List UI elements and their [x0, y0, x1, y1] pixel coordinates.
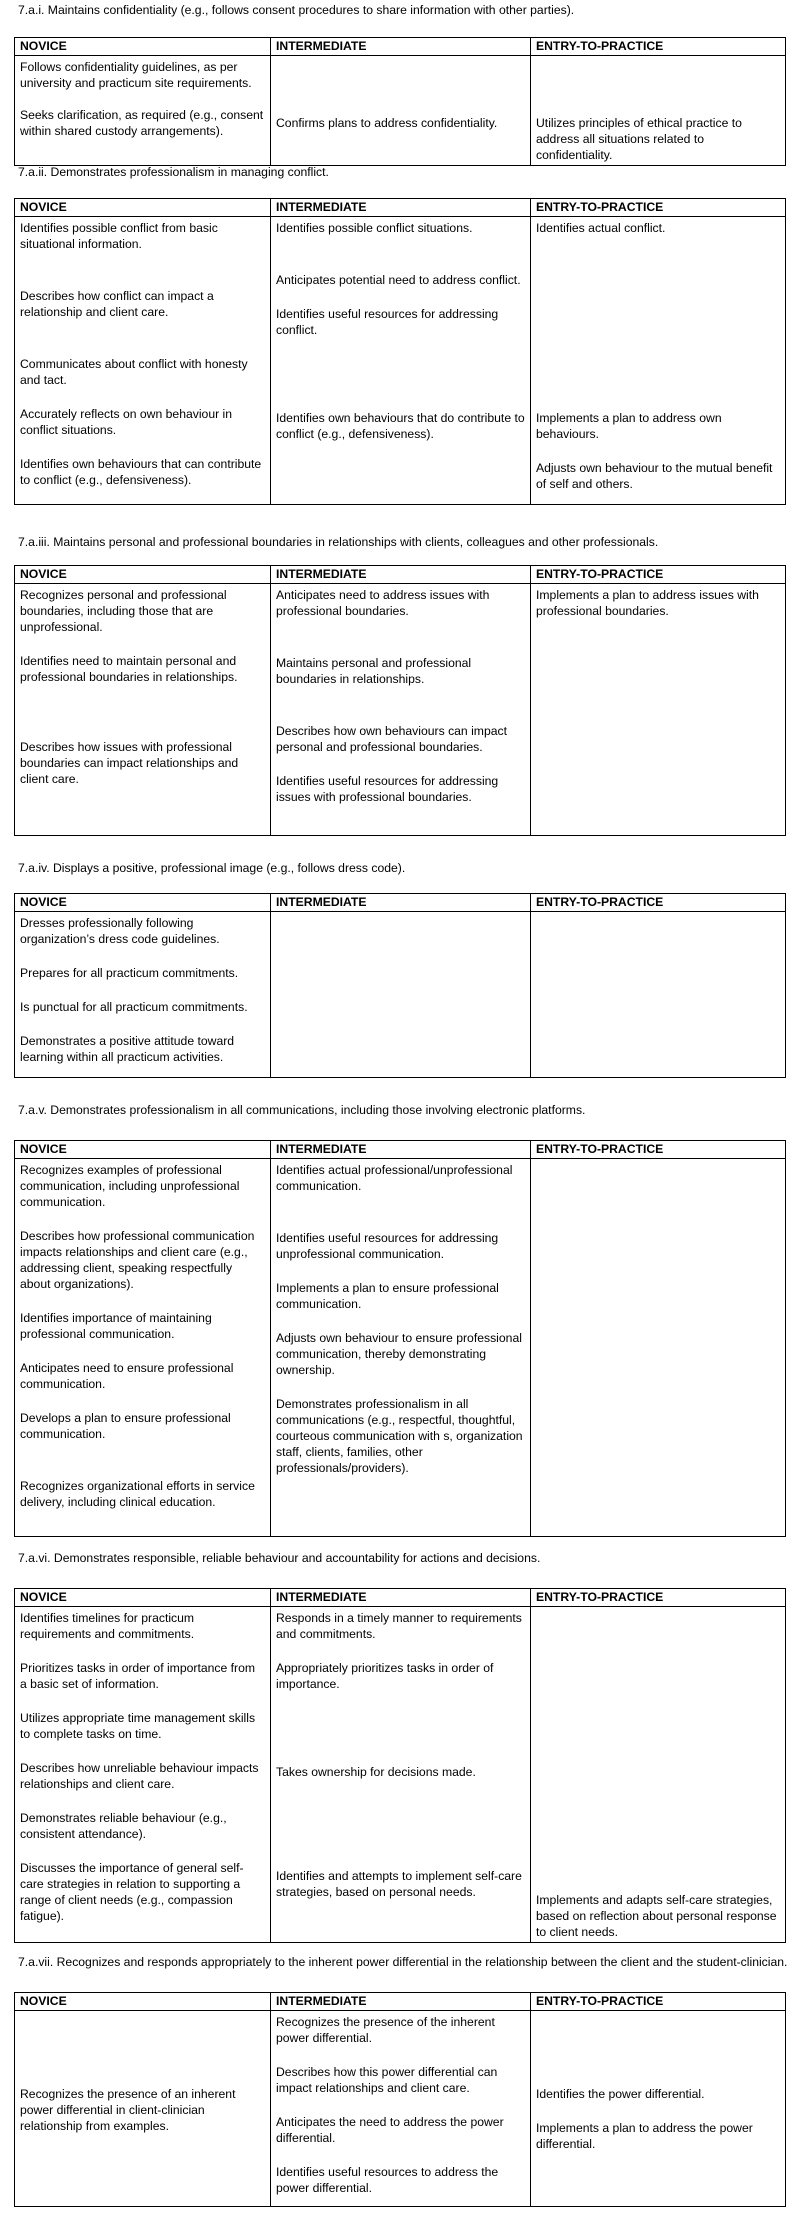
- table-header-row: [15, 199, 786, 217]
- list-item: Identifies own behaviours that do contribute to conflict (e.g., defensiveness).: [276, 411, 525, 441]
- list-item: Is punctual for all practicum commitments.: [20, 1000, 248, 1014]
- list-item: Identifies useful resources for addressing conflict.: [276, 307, 499, 337]
- list-item: Dresses professionally following organization’s dress code guidelines.: [20, 916, 220, 946]
- list-item: Identifies possible conflict from basic situational information.: [20, 221, 218, 251]
- list-item: Anticipates the need to address the power differential.: [276, 2115, 504, 2145]
- table-row: [15, 56, 786, 166]
- table-header-row: [15, 1141, 786, 1159]
- entry-cell: [531, 1159, 786, 1537]
- novice-cell: [15, 1607, 271, 1943]
- list-item: Anticipates need to address issues with professional boundaries.: [276, 588, 490, 618]
- column-header-intermediate: INTERMEDIATE: [271, 1589, 531, 1607]
- column-header-novice: NOVICE: [15, 199, 271, 217]
- table-row: [15, 217, 786, 505]
- column-header-intermediate: INTERMEDIATE: [271, 199, 531, 217]
- list-item: Identifies and attempts to implement self-care strategies, based on personal needs.: [276, 1869, 522, 1899]
- list-item: Describes how own behaviours can impact personal and professional boundaries.: [276, 724, 507, 754]
- list-item: Identifies the power differential.: [536, 2087, 705, 2101]
- list-item: Describes how conflict can impact a relationship and client care.: [20, 289, 214, 319]
- list-item: Anticipates potential need to address conflict.: [276, 273, 521, 287]
- column-header-intermediate: INTERMEDIATE: [271, 38, 531, 56]
- novice-cell: [15, 912, 271, 1078]
- column-header-entry: ENTRY-TO-PRACTICE: [531, 894, 786, 912]
- column-header-novice: NOVICE: [15, 566, 271, 584]
- table-row: [15, 584, 786, 836]
- entry-cell: [531, 1607, 786, 1943]
- column-header-entry: ENTRY-TO-PRACTICE: [531, 1589, 786, 1607]
- column-header-novice: NOVICE: [15, 1993, 271, 2011]
- table-header-row: [15, 566, 786, 584]
- section-heading-7ai: 7.a.i. Maintains confidentiality (e.g., follows consent procedures to share information with other parties).: [18, 3, 575, 17]
- entry-cell: [531, 584, 786, 836]
- list-item: Recognizes examples of professional communication, including unprofessional communication.: [20, 1163, 240, 1209]
- list-item: Implements a plan to address the power differential.: [536, 2121, 753, 2151]
- list-item: Identifies possible conflict situations.: [276, 221, 473, 235]
- list-item: Seeks clarification, as required (e.g., consent within shared custody arrangements).: [20, 108, 264, 138]
- list-item: Anticipates need to ensure professional communication.: [20, 1361, 234, 1391]
- section-heading-7av: 7.a.v. Demonstrates professionalism in all communications, including those involving electronic platforms.: [18, 1103, 586, 1117]
- entry-cell: [531, 56, 786, 166]
- list-item: Utilizes principles of ethical practice to address all situations related to confidentiality.: [536, 116, 742, 162]
- competency-table-7ai: [14, 37, 786, 166]
- entry-cell: [531, 217, 786, 505]
- novice-cell: [15, 584, 271, 836]
- table-row: [15, 1607, 786, 1943]
- list-item: Recognizes the presence of an inherent power differential in client-clinician relationship from examples.: [20, 2087, 236, 2133]
- list-item: Takes ownership for decisions made.: [276, 1765, 476, 1779]
- column-header-novice: NOVICE: [15, 38, 271, 56]
- list-item: Describes how professional communication impacts relationships and client care (e.g., addressing client, speaking respectfully about organizations).: [20, 1229, 255, 1291]
- list-item: Follows confidentiality guidelines, as per university and practicum site requirements.: [20, 60, 252, 90]
- section-heading-7aiii: 7.a.iii. Maintains personal and professional boundaries in relationships with clients, colleagues and other professionals.: [18, 535, 659, 549]
- section-heading-7avi: 7.a.vi. Demonstrates responsible, reliable behaviour and accountability for actions and decisions.: [18, 1551, 541, 1565]
- section-heading-7aii: 7.a.ii. Demonstrates professionalism in managing conflict.: [18, 165, 329, 179]
- column-header-intermediate: INTERMEDIATE: [271, 894, 531, 912]
- novice-cell: [15, 1159, 271, 1537]
- table-header-row: [15, 1993, 786, 2011]
- intermediate-cell: [271, 912, 531, 1078]
- competency-table-7avi: [14, 1588, 786, 1943]
- list-item: Describes how issues with professional boundaries can impact relationships and client care.: [20, 740, 239, 786]
- table-row: [15, 2011, 786, 2207]
- list-item: Discusses the importance of general self-care strategies in relation to supporting a range of client needs (e.g., compassion fatigue).: [20, 1861, 244, 1923]
- intermediate-cell: [271, 1607, 531, 1943]
- list-item: Recognizes personal and professional boundaries, including those that are unprofessional.: [20, 588, 227, 634]
- competency-table-7avii: [14, 1992, 786, 2207]
- column-header-intermediate: INTERMEDIATE: [271, 1141, 531, 1159]
- column-header-entry: ENTRY-TO-PRACTICE: [531, 1141, 786, 1159]
- list-item: Adjusts own behaviour to ensure professional communication, thereby demonstrating ownership.: [276, 1331, 522, 1377]
- section-heading-7aiv: 7.a.iv. Displays a positive, professional image (e.g., follows dress code).: [18, 861, 406, 875]
- list-item: Identifies actual professional/unprofessional communication.: [276, 1163, 513, 1193]
- list-item: Adjusts own behaviour to the mutual benefit of self and others.: [536, 461, 773, 491]
- list-item: Confirms plans to address confidentiality.: [276, 116, 498, 130]
- list-item: Develops a plan to ensure professional communication.: [20, 1411, 231, 1441]
- column-header-entry: ENTRY-TO-PRACTICE: [531, 566, 786, 584]
- list-item: Implements and adapts self-care strategies, based on reflection about personal response to client needs.: [536, 1893, 777, 1939]
- list-item: Describes how this power differential can impact relationships and client care.: [276, 2065, 498, 2095]
- competency-table-7aii: [14, 198, 786, 505]
- list-item: Recognizes the presence of the inherent power differential.: [276, 2015, 495, 2045]
- column-header-novice: NOVICE: [15, 1141, 271, 1159]
- entry-cell: [531, 912, 786, 1078]
- column-header-intermediate: INTERMEDIATE: [271, 566, 531, 584]
- list-item: Implements a plan to ensure professional communication.: [276, 1281, 499, 1311]
- list-item: Demonstrates a positive attitude toward learning within all practicum activities.: [20, 1034, 235, 1064]
- intermediate-cell: [271, 2011, 531, 2207]
- competency-table-7aiv: [14, 893, 786, 1078]
- competency-table-7aiii: [14, 565, 786, 836]
- entry-cell: [531, 2011, 786, 2207]
- table-header-row: [15, 894, 786, 912]
- intermediate-cell: [271, 1159, 531, 1537]
- intermediate-cell: [271, 217, 531, 505]
- table-row: [15, 1159, 786, 1537]
- column-header-novice: NOVICE: [15, 894, 271, 912]
- table-row: [15, 912, 786, 1078]
- novice-cell: [15, 2011, 271, 2207]
- table-header-row: [15, 1589, 786, 1607]
- list-item: Appropriately prioritizes tasks in order of importance.: [276, 1661, 494, 1691]
- table-header-row: [15, 38, 786, 56]
- list-item: Prioritizes tasks in order of importance from a basic set of information.: [20, 1661, 256, 1691]
- column-header-novice: NOVICE: [15, 1589, 271, 1607]
- list-item: Identifies own behaviours that can contribute to conflict (e.g., defensiveness).: [20, 457, 262, 487]
- column-header-entry: ENTRY-TO-PRACTICE: [531, 1993, 786, 2011]
- column-header-intermediate: INTERMEDIATE: [271, 1993, 531, 2011]
- list-item: Identifies useful resources for addressing issues with professional boundaries.: [276, 774, 499, 804]
- list-item: Identifies need to maintain personal and professional boundaries in relationships.: [20, 654, 238, 684]
- list-item: Prepares for all practicum commitments.: [20, 966, 239, 980]
- list-item: Utilizes appropriate time management skills to complete tasks on time.: [20, 1711, 256, 1741]
- list-item: Demonstrates professionalism in all communications (e.g., respectful, thoughtful, courteous communication with s, organization staff, clients, families, other professionals/providers).: [276, 1397, 523, 1475]
- list-item: Implements a plan to address issues with professional boundaries.: [536, 588, 759, 618]
- list-item: Describes how unreliable behaviour impacts relationships and client care.: [20, 1761, 259, 1791]
- competency-table-7av: [14, 1140, 786, 1537]
- column-header-entry: ENTRY-TO-PRACTICE: [531, 199, 786, 217]
- list-item: Implements a plan to address own behaviours.: [536, 411, 722, 441]
- list-item: Recognizes organizational efforts in service delivery, including clinical education.: [20, 1479, 255, 1509]
- novice-cell: [15, 217, 271, 505]
- novice-cell: [15, 56, 271, 166]
- intermediate-cell: [271, 56, 531, 166]
- list-item: Identifies importance of maintaining professional communication.: [20, 1311, 212, 1341]
- list-item: Accurately reflects on own behaviour in conflict situations.: [20, 407, 233, 437]
- intermediate-cell: [271, 584, 531, 836]
- list-item: Communicates about conflict with honesty and tact.: [20, 357, 248, 387]
- list-item: Demonstrates reliable behaviour (e.g., consistent attendance).: [20, 1811, 227, 1841]
- list-item: Identifies actual conflict.: [536, 221, 666, 235]
- section-heading-7avii: 7.a.vii. Recognizes and responds appropriately to the inherent power differential in the relationship between the client and the student-clinician.: [18, 1955, 788, 1969]
- list-item: Identifies useful resources for addressing unprofessional communication.: [276, 1231, 499, 1261]
- list-item: Identifies useful resources to address the power differential.: [276, 2165, 499, 2195]
- list-item: Identifies timelines for practicum requirements and commitments.: [20, 1611, 195, 1641]
- list-item: Responds in a timely manner to requirements and commitments.: [276, 1611, 522, 1641]
- list-item: Maintains personal and professional boundaries in relationships.: [276, 656, 472, 686]
- column-header-entry: ENTRY-TO-PRACTICE: [531, 38, 786, 56]
